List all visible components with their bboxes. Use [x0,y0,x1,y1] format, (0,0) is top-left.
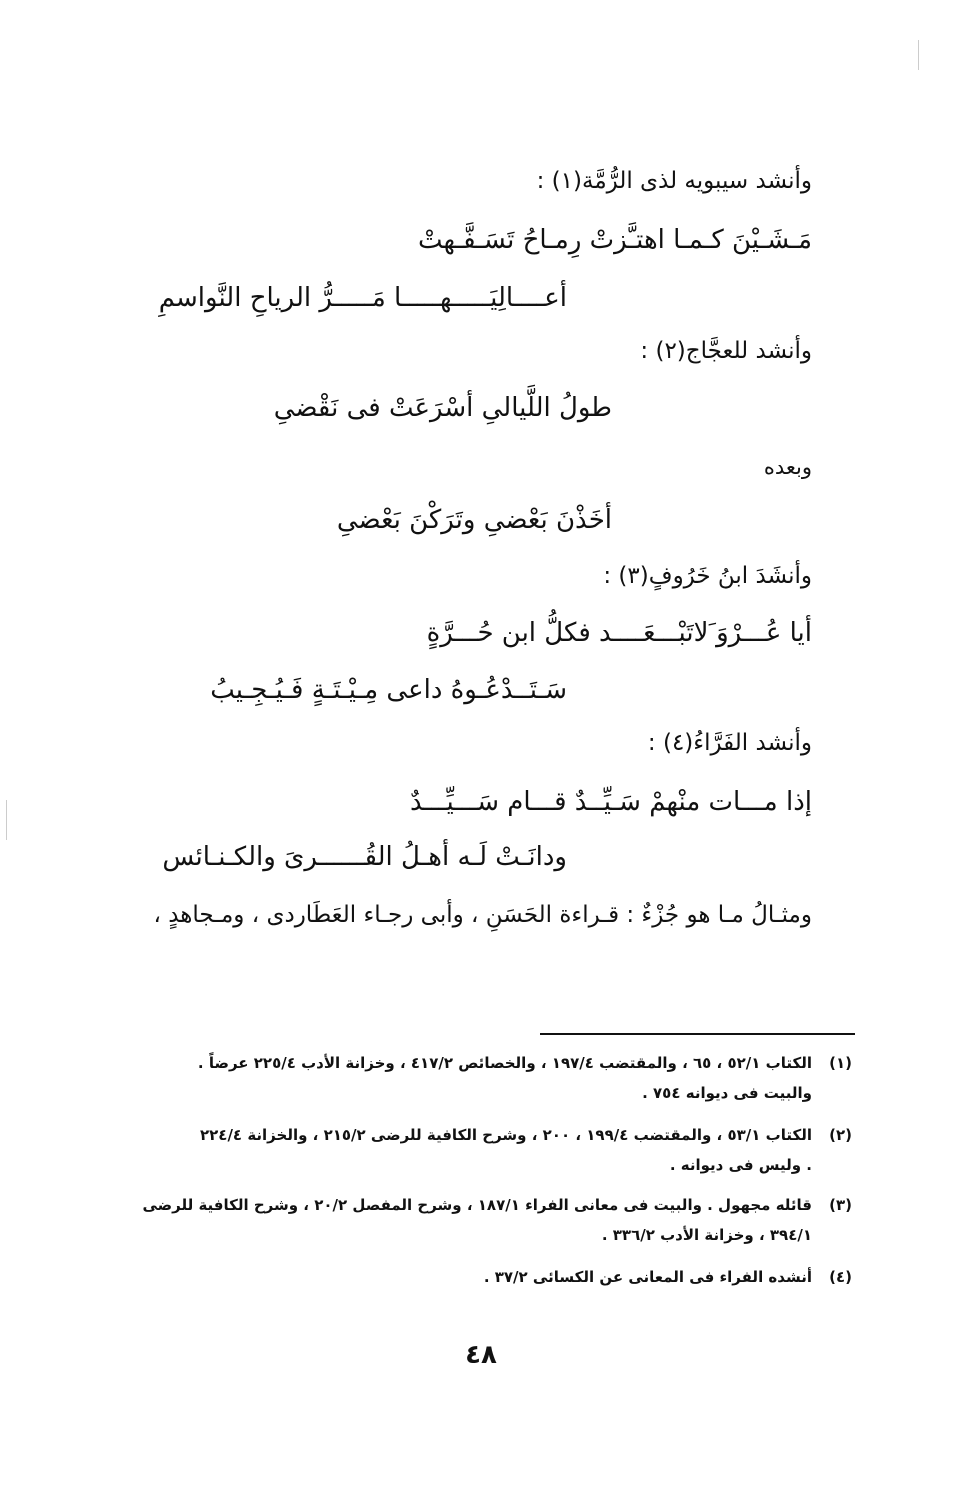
verse-5-first-hemistich: إذا مـــات منْهمْ سَـيِّــدٌ قـــام سَـــيِّـــدٌ [410,787,812,817]
page-number: ٤٨ [465,1340,497,1370]
footnote-3-continuation: ٣٩٤/١ ، وخزانة الأدب ٣٣٦/٢ . [601,1226,812,1244]
footnote-4 [112,1262,852,1292]
intro-line-dhu-al-rumma: وأنشد سيبويه لذى الرُّمَّة(١) : [536,168,812,194]
verse-1-first-hemistich: مَـشَـيْنَ كـمـا اهتـَّزتْ رِمـاحُ تَسَـفَّـهتْ [418,225,812,255]
footnote-2-text: الكتاب ٥٣/١ ، والمقتضب ١٩٩/٤ ، ٢٠٠ ، وشرح الكافية للرضى ٢١٥/٢ ، والخزانة ٢٢٤/٤ [199,1126,812,1144]
footnote-2 [112,1120,852,1180]
footnote-1-continuation: والبيت فى ديوانه ٧٥٤ . [642,1084,812,1102]
footnote-2-number: (٢) [829,1126,852,1144]
footnote-divider [540,1033,855,1035]
after-it-label: وبعده [763,455,812,479]
prose-line: ومثـالُ مـا هو جُزْءٌ : قـراءة الحَسَنِ ، وأبى رجـاء العَطَاردى ، ومـجاهدٍ ، [153,902,812,928]
footnote-3-number: (٣) [829,1196,852,1214]
footnote-4-number: (٤) [829,1268,852,1286]
footnote-1 [112,1048,852,1108]
verse-2-line: طولُ اللَّيالىِ أسْرَعَتْ فى نَقْضىِ [273,393,612,423]
footnote-2-continuation: . وليس فى ديوانه . [669,1156,812,1174]
verse-4-second-hemistich: سَـتَــدْعُـوهُ داعى مِـيْـتَـةٍ فَـيُـجِـيبُ [210,675,567,705]
footnote-4-text: أنشده الفراء فى المعانى عن الكسائى ٣٧/٢ . [483,1268,812,1286]
scan-margin-mark-left [6,800,7,840]
footnote-1-number: (١) [829,1054,852,1072]
verse-4-first-hemistich: أيا عُـــرْوَ َلاتَبْـــعَــــد فكلُّ ابن حُـــرَّةٍ [426,618,812,648]
scan-margin-mark [918,40,919,70]
intro-line-farra: وأنشد الفَرَّاءُ(٤) : [647,730,812,756]
intro-line-ajjaj: وأنشد للعجَّاج(٢) : [640,338,812,364]
footnote-3-text: قائله مجهول . والبيت فى معانى الفراء ١٨٧/١ ، وشرح المفصل ٢٠/٢ ، وشرح الكافية للرضى [142,1196,812,1214]
verse-5-second-hemistich: ودانَـتْ لَـه أهـلُ القُــــــرىَ والكـنـائس [162,842,567,872]
footnote-3 [112,1190,852,1250]
verse-1-second-hemistich: أعــــالِيَـــــهـــــا مَـــــرُّ الرياحِ النَّواسمِ [158,283,567,313]
footnote-1-text: الكتاب ٥٢/١ ، ٦٥ ، والمقتضب ١٩٧/٤ ، والخصائص ٤١٧/٢ ، وخزانة الأدب ٢٢٥/٤ عرضاً . [197,1054,812,1072]
verse-3-line: أخَذْنَ بَعْضىِ وتَرَكْنَ بَعْضىِ [336,505,612,535]
intro-line-ibn-kharuf: وأنشَدَ ابنُ خَرُوفٍ(٣) : [603,563,812,589]
